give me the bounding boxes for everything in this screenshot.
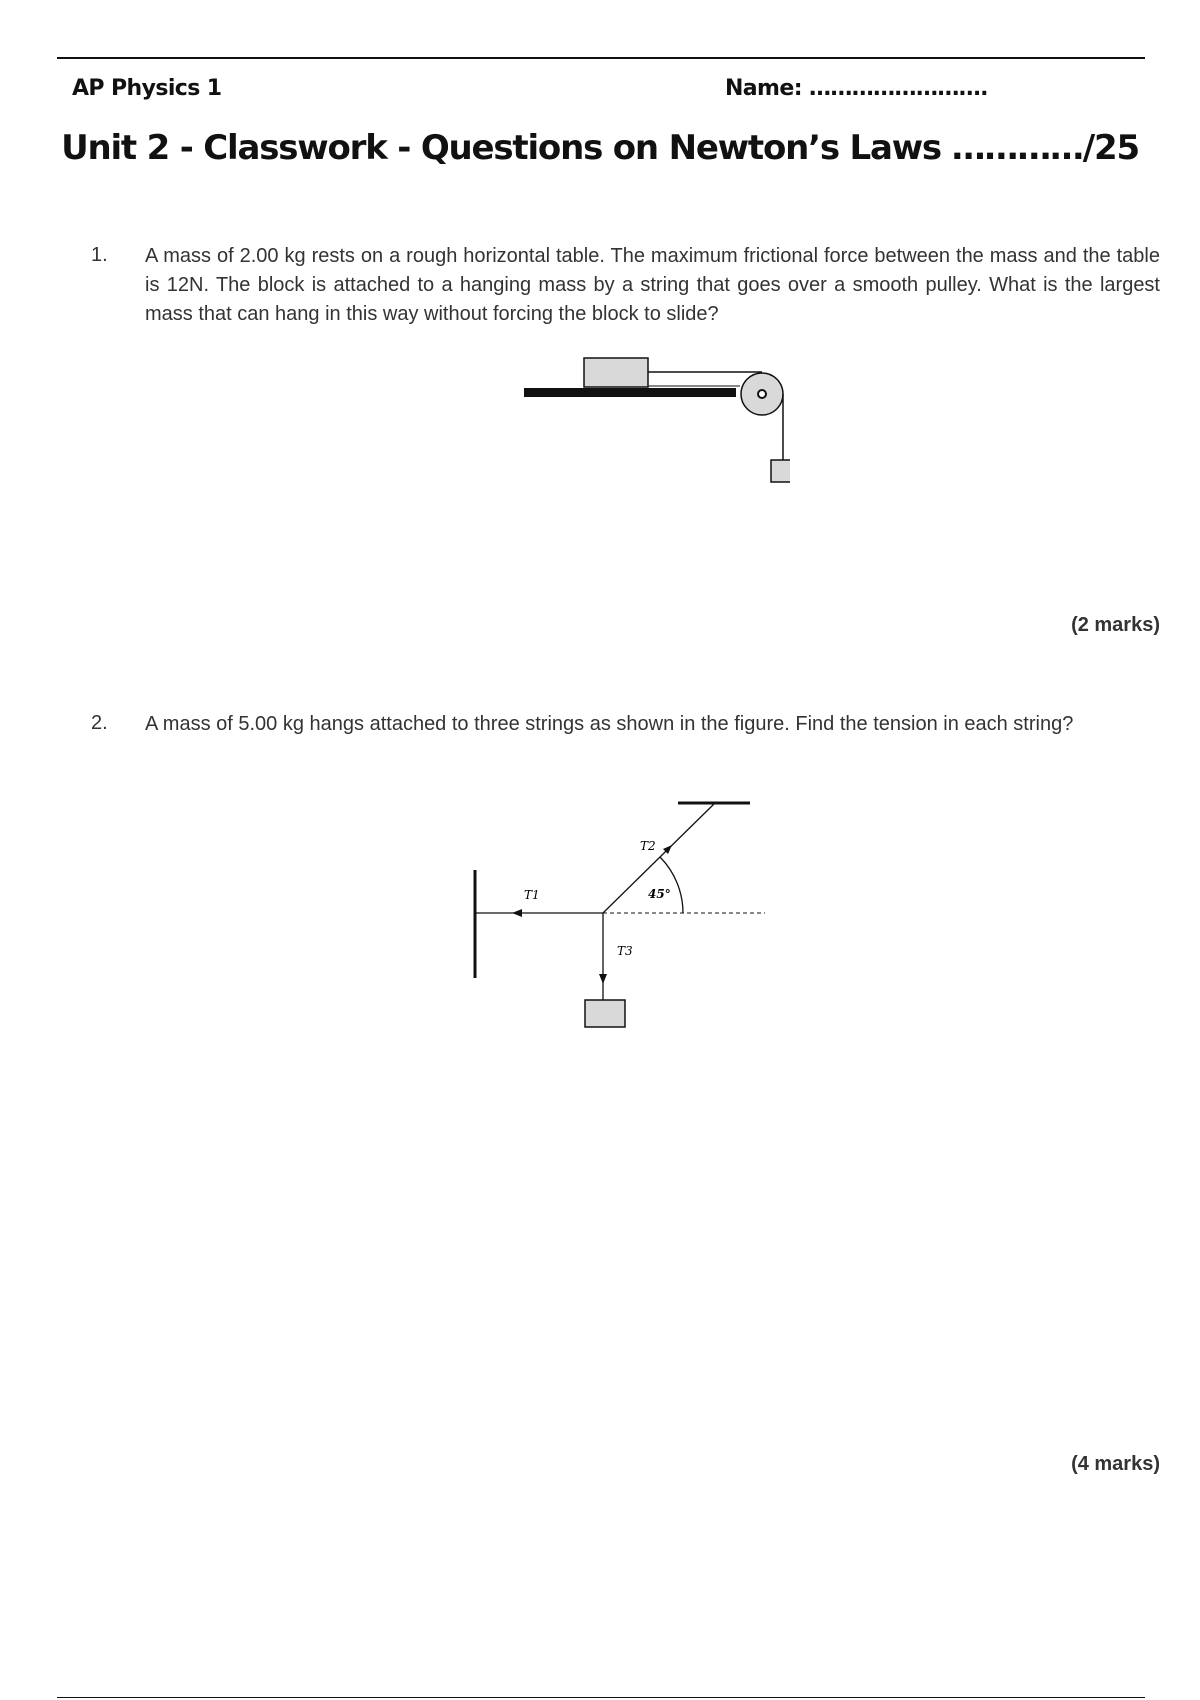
question-2-text: A mass of 5.00 kg hangs attached to three strings as shown in the figure. Find the tension in each string? — [145, 713, 1074, 735]
angle-arc — [660, 857, 683, 913]
top-rule — [57, 57, 1145, 59]
label-t1: T1 — [524, 888, 540, 902]
table-surface — [524, 388, 736, 397]
question-1-marks: (2 marks) — [1071, 614, 1160, 636]
hanging-mass — [771, 460, 790, 482]
hanging-mass-2 — [585, 1000, 625, 1027]
question-1-text: A mass of 2.00 kg rests on a rough horizontal table. The maximum frictional force between the mass and the table is 12N. The block is attached to a hanging mass by a string that goes over a smooth pulley. What is the largest mass that can hang in this way without forcing the block to slide? — [145, 245, 1160, 325]
student-name-field: Name: ……………………. — [725, 76, 988, 101]
label-angle: 45° — [648, 887, 671, 901]
bottom-rule — [57, 1697, 1145, 1698]
three-strings-diagram — [460, 790, 780, 1030]
question-2-marks: (4 marks) — [1071, 1453, 1160, 1475]
arrow-t1 — [512, 909, 522, 917]
pulley-axle — [758, 390, 766, 398]
arrow-t3 — [599, 974, 607, 984]
course-name: AP Physics 1 — [72, 76, 222, 101]
page-title: Unit 2 - Classwork - Questions on Newton’s Laws …………/25 — [61, 128, 1139, 168]
question-2-number: 2. — [91, 712, 108, 734]
question-1-number: 1. — [91, 244, 108, 266]
label-t2: T2 — [640, 839, 656, 853]
label-t3: T3 — [617, 944, 633, 958]
block-on-table — [584, 358, 648, 387]
pulley-diagram — [520, 352, 790, 492]
